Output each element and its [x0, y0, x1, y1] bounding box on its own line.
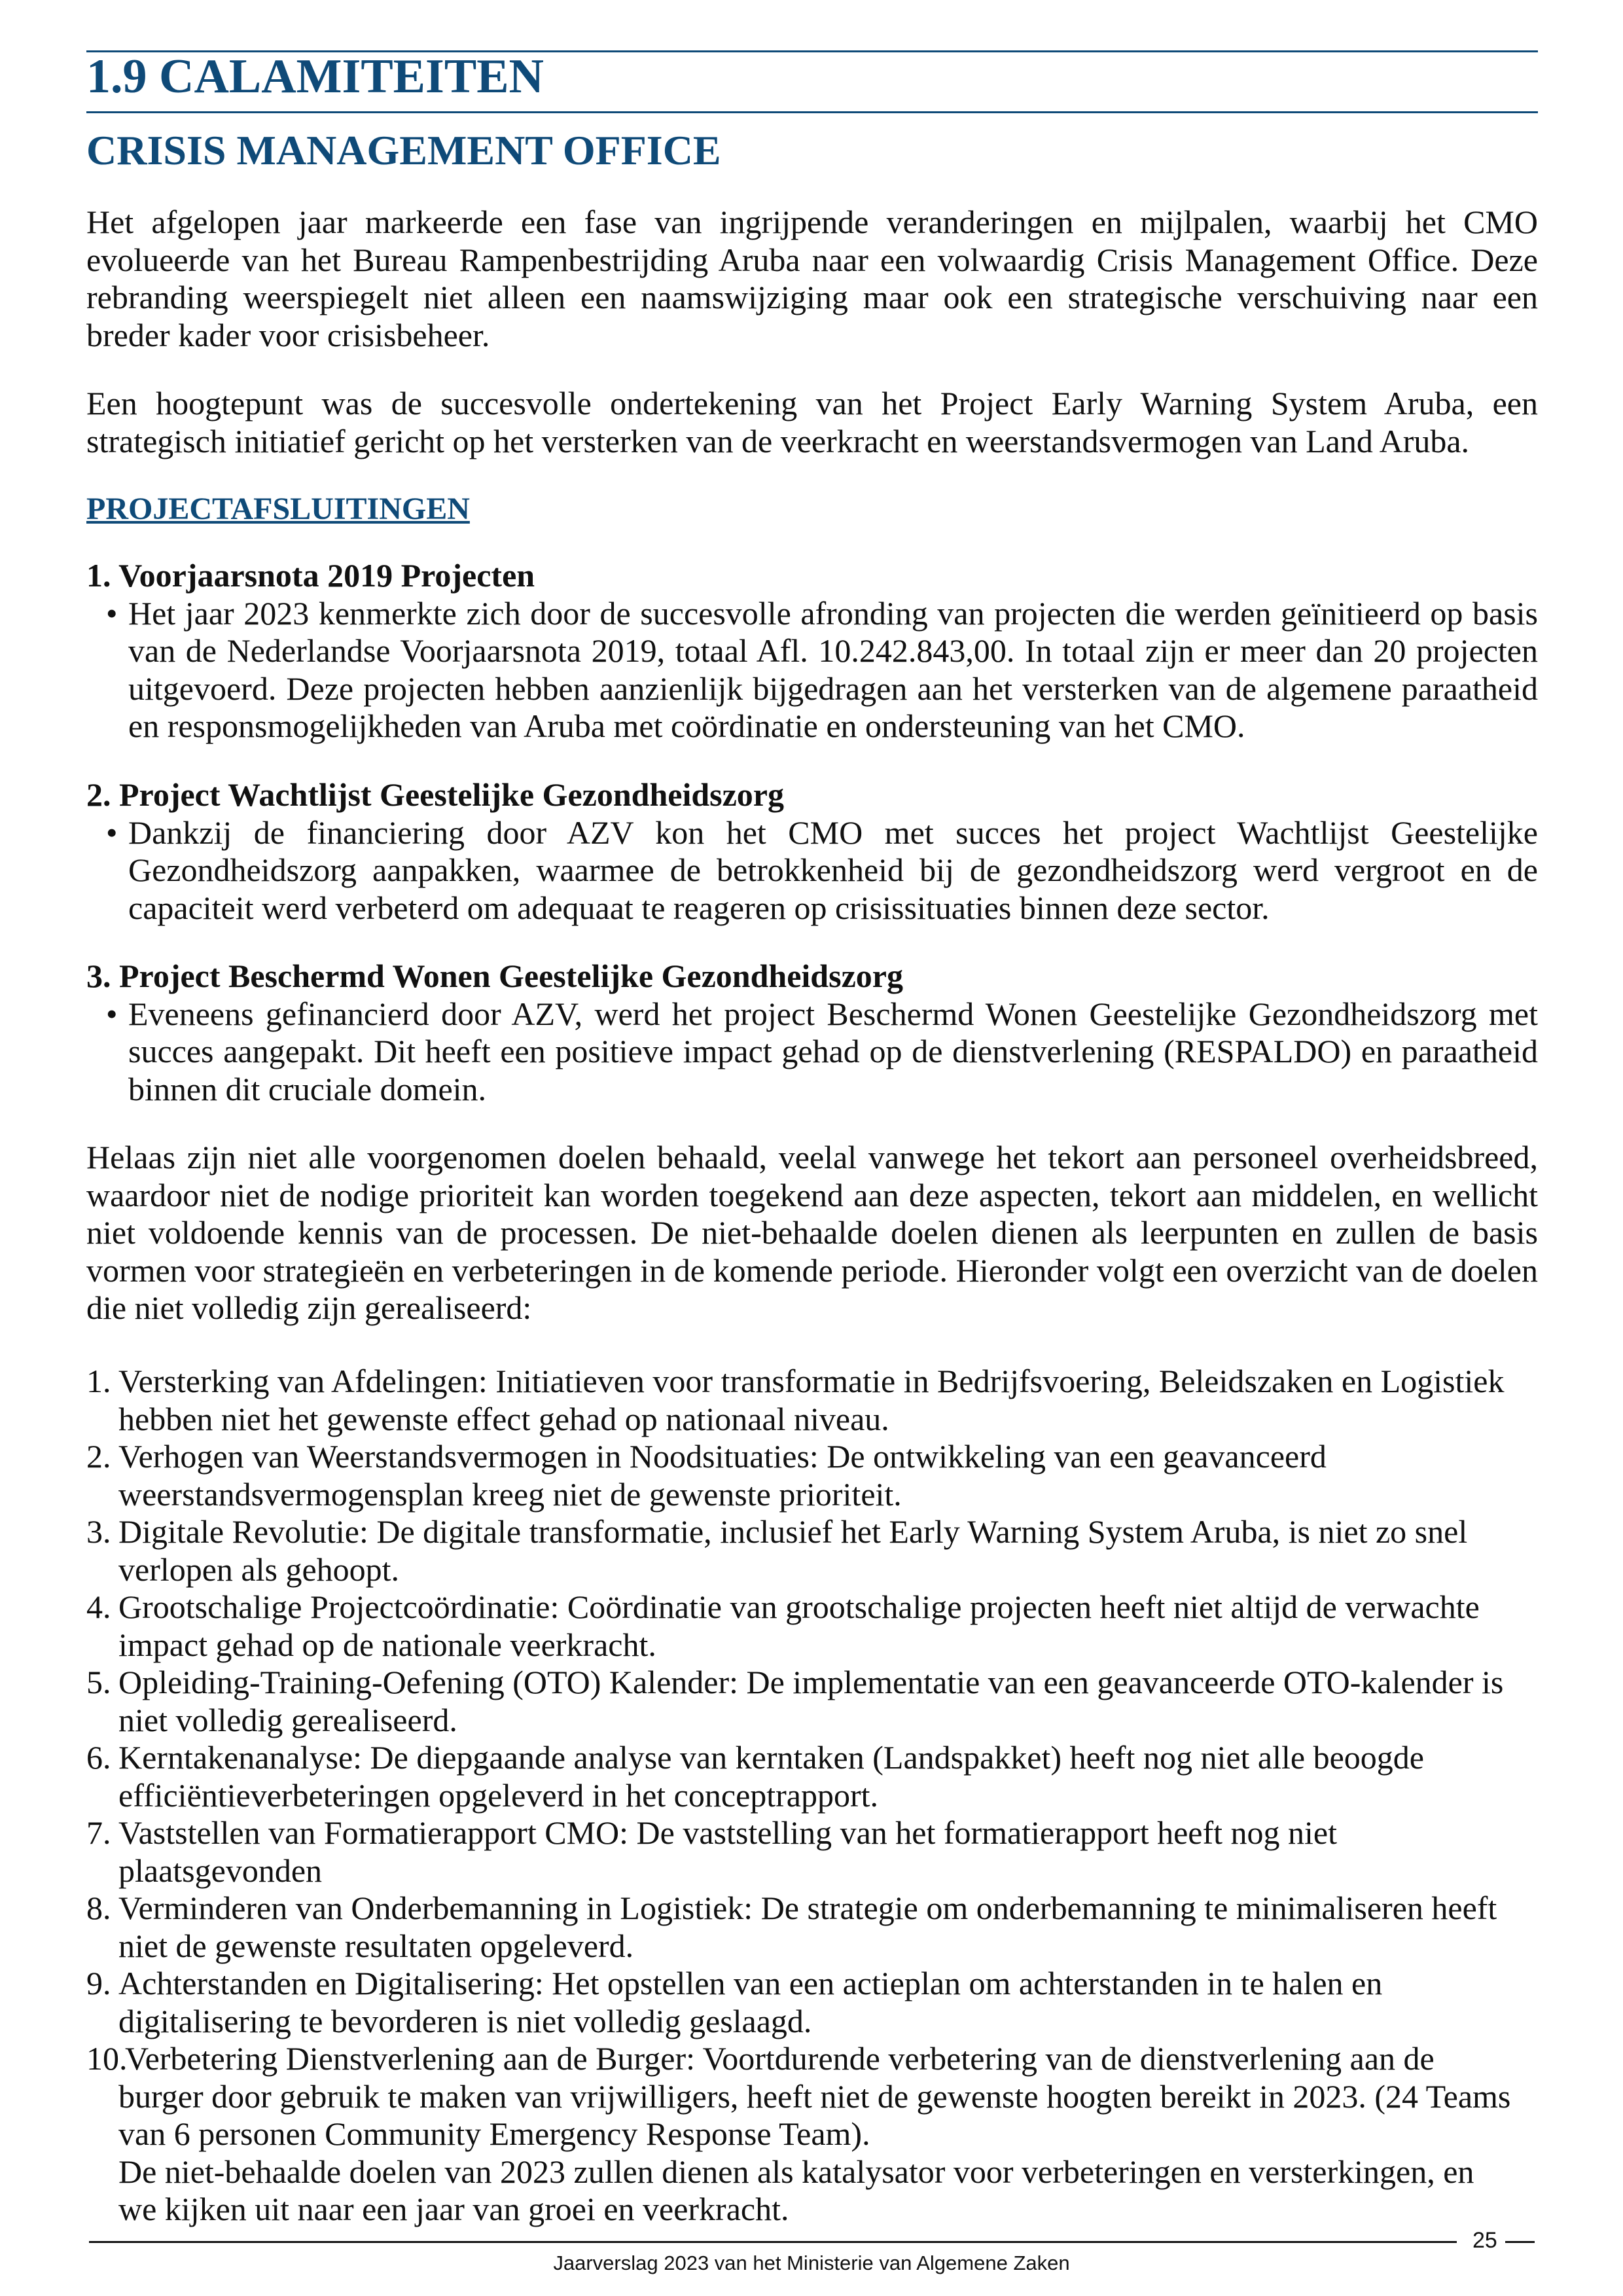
goal-text: Verhogen van Weerstandsvermogen in Noodsituaties: De ontwikkeling van een geavanceerd weerstandsvermogensplan kreeg niet de gewenste prioriteit. [118, 1438, 1327, 1513]
goal-number: 3. [86, 1513, 111, 1550]
project-title: 2. Project Wachtlijst Geestelijke Gezondheidszorg [86, 776, 784, 813]
project-1 [86, 557, 1538, 745]
page-number: 25 [1472, 2228, 1497, 2253]
project-title: 1. Voorjaarsnota 2019 Projecten [86, 557, 535, 594]
goal-number: 4. [86, 1588, 111, 1625]
goal-number: 6. [86, 1739, 111, 1776]
bullet-text: Eveneens gefinancierd door AZV, werd het project Beschermd Wonen Geestelijke Gezondheidszorg met succes aangepakt. Dit heeft een positieve impact gehad op de dienstverlening (RESPALDO) en paraatheid binnen dit cruciale domein. [128, 995, 1538, 1107]
project-2 [86, 776, 1538, 927]
page-number-dash [1505, 2241, 1535, 2243]
goal-number: 7. [86, 1814, 111, 1851]
goal-number: 9. [86, 1965, 111, 2001]
goal-item [86, 1513, 1520, 1588]
goal-item [86, 2040, 1520, 2153]
project-bullet [86, 996, 1538, 1109]
section-heading: CRISIS MANAGEMENT OFFICE [86, 127, 721, 173]
goal-item [86, 1363, 1520, 1438]
intro-paragraph-1: Het afgelopen jaar markeerde een fase van ingrijpende veranderingen en mijlpalen, waarbij het CMO evolueerde van het Bureau Rampenbestrijding Aruba naar een volwaardig Crisis Management Office. Deze rebranding weerspiegelt niet alleen een naamswijziging maar ook een strategische verschuiving naar een breder kader voor crisisbeheer. [86, 204, 1538, 353]
heading-rule [86, 111, 1538, 113]
goal-text: Verbetering Dienstverlening aan de Burger: Voortdurende verbetering van de dienstverlening aan de burger door gebruik te maken van vrijwilligers, heeft niet de gewenste hoogten bereikt in 2023. (24 Teams van 6 personen Community Emergency Response Team). [118, 2040, 1511, 2152]
goal-text: Achterstanden en Digitalisering: Het opstellen van een actieplan om achterstanden in te halen en digitalisering te bevorderen is niet volledig geslaagd. [118, 1965, 1383, 2039]
goal-text: Kerntakenanalyse: De diepgaande analyse van kerntaken (Landspakket) heeft nog niet alle beoogde efficiëntieverbeteringen opgeleverd in het conceptrapport. [118, 1739, 1424, 1814]
project-bullet [86, 814, 1538, 927]
closing-paragraph: De niet-behaalde doelen van 2023 zullen dienen als katalysator voor verbeteringen en versterkingen, en we kijken uit naar een jaar van groei en veerkracht. [118, 2153, 1474, 2227]
goal-item [86, 1664, 1520, 1739]
goal-item [86, 1739, 1520, 1814]
goal-number: 5. [86, 1664, 111, 1700]
goal-text: Versterking van Afdelingen: Initiatieven voor transformatie in Bedrijfsvoering, Beleidszaken en Logistiek hebben niet het gewenste effect gehad op nationaal niveau. [118, 1363, 1505, 1437]
goal-number: 2. [86, 1438, 111, 1475]
bullet-icon: • [106, 995, 118, 1032]
goal-number: 1. [86, 1363, 111, 1399]
unmet-goals-list [86, 1363, 1520, 2229]
goal-text: Grootschalige Projectcoördinatie: Coördinatie van grootschalige projecten heeft niet altijd de verwachte impact gehad op de nationale veerkracht. [118, 1588, 1480, 1663]
project-bullet [86, 595, 1538, 745]
bullet-icon: • [106, 814, 118, 851]
projects-heading: PROJECTAFSLUITINGEN [86, 492, 470, 526]
project-title: 3. Project Beschermd Wonen Geestelijke Gezondheidszorg [86, 958, 903, 994]
goal-item [86, 1814, 1520, 1890]
intro-paragraph-2: Een hoogtepunt was de succesvolle ondertekening van het Project Early Warning System Aruba, een strategisch initiatief gericht op het versterken van de veerkracht en weerstandsvermogen van Land Aruba. [86, 385, 1538, 459]
goal-item [86, 1438, 1520, 1513]
bullet-icon: • [106, 594, 118, 632]
goal-item [86, 1965, 1520, 2040]
project-3 [86, 958, 1538, 1108]
bullet-text: Dankzij de financiering door AZV kon het CMO met succes het project Wachtlijst Geestelijke Gezondheidszorg aanpakken, waarmee de betrokkenheid bij de gezondheidszorg werd vergroot en de capaciteit werd verbeterd om adequaat te reageren op crisissituaties binnen deze sector. [128, 814, 1538, 926]
footer-rule [89, 2241, 1457, 2243]
unmet-goals-intro: Helaas zijn niet alle voorgenomen doelen behaald, veelal vanwege het tekort aan personeel overheidsbreed, waardoor niet de nodige prioriteit kan worden toegekend aan deze aspecten, tekort aan middelen, en wellicht niet voldoende kennis van de processen. De niet-behaalde doelen dienen als leerpunten en zullen de basis vormen voor strategieën en verbeteringen in de komende periode. Hieronder volgt een overzicht van de doelen die niet volledig zijn gerealiseerd: [86, 1139, 1538, 1326]
goal-text: Digitale Revolutie: De digitale transformatie, inclusief het Early Warning System Aruba, is niet zo snel verlopen als gehoopt. [118, 1513, 1468, 1588]
goal-item [86, 1890, 1520, 1965]
goal-text: Verminderen van Onderbemanning in Logistiek: De strategie om onderbemanning te minimaliseren heeft niet de gewenste resultaten opgeleverd. [118, 1890, 1497, 1964]
goal-item [86, 1588, 1520, 1664]
goal-number: 8. [86, 1890, 111, 1926]
chapter-heading: 1.9 CALAMITEITEN [86, 50, 544, 103]
projects-heading-wrap [86, 490, 1538, 528]
goal-number: 10. [86, 2040, 128, 2077]
footer-text: Jaarverslag 2023 van het Ministerie van Algemene Zaken [553, 2251, 1070, 2274]
goal-text: Opleiding-Training-Oefening (OTO) Kalender: De implementatie van een geavanceerde OTO-kalender is niet volledig gerealiseerd. [118, 1664, 1504, 1738]
bullet-text: Het jaar 2023 kenmerkte zich door de succesvolle afronding van projecten die werden geïnitieerd op basis van de Nederlandse Voorjaarsnota 2019, totaal Afl. 10.242.843,00. In totaal zijn er meer dan 20 projecten uitgevoerd. Deze projecten hebben aanzienlijk bijgedragen aan het versterken van de algemene paraatheid en responsmogelijkheden van Aruba met coördinatie en ondersteuning van het CMO. [128, 594, 1538, 744]
goal-text: Vaststellen van Formatierapport CMO: De vaststelling van het formatierapport heeft nog niet plaatsgevonden [118, 1814, 1338, 1889]
